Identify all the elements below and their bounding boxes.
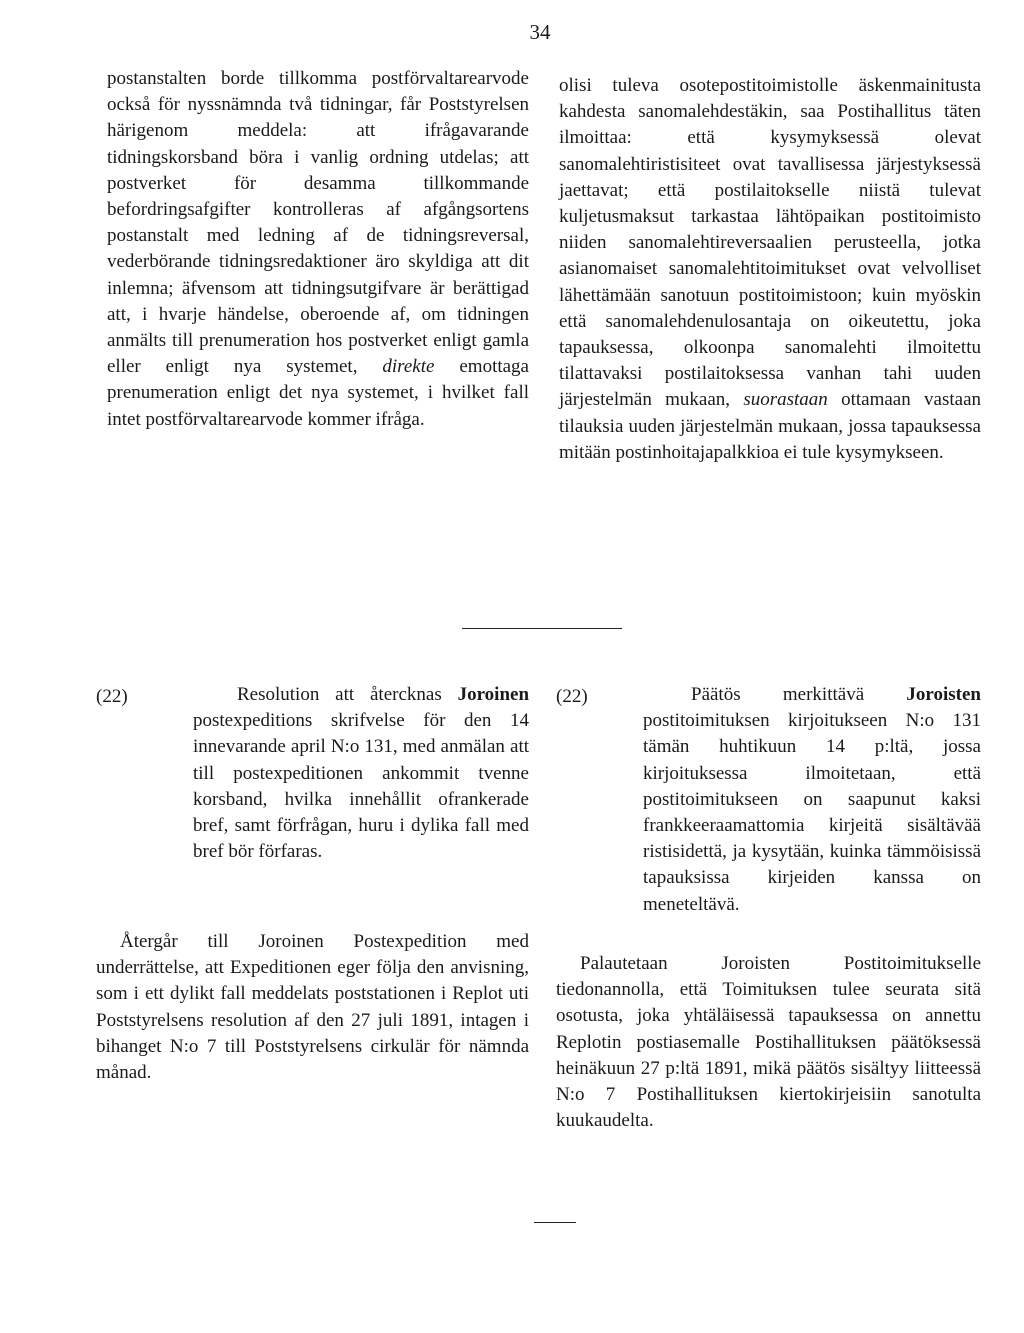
title-sv-bold: Joroinen [457, 684, 530, 705]
finnish-italic-word: suorastaan [743, 389, 828, 411]
finnish-text: olisi tuleva osotepostitoimistolle äskenmainitusta kahdesta sanomalehdestäkin, saa Postihallitus täten ilmoittaa: että kysymyksessä olevat sanomalehtiristisiteet ovat tavallisessa järjestyksessä jaettavat; että postilaitokselle niistä tulevat kuljetusmaksut tarkastaa lähtöpaikan postitoimisto niiden sanomalehtireversaalien perusteella, jotka asianomaiset sanomalehtitoimitukset ovat velvolliset lähettämään sanotuun postitoimistoon; kuin myöskin että sanomalehdenulosantaja on oikeutettu, joka tapauksessa, olkoonpa sanomalehti ilmoitettu tilattavaksi postilaitoksessa vanhan tahi uuden järjestelmän mukaan, [559, 75, 981, 411]
resolution-title-sv [193, 682, 529, 865]
swedish-text: postanstalten borde tillkomma postförvaltarearvode också för nyssnämnda två tidningar, får Poststyrelsen härigenom meddela: att ifrågavarande tidningskorsband böra i vanlig ordning utdelas; att postverket för desamma tillkommande befordringsafgifter kontrolleras af afgångsortens postanstalt med ledning af de tidningsreversal, vederbörande tidningsredaktioner äro skyldiga att dit inlemna; äfvensom att tidningsutgifvare är berättigad att, i hvarje händelse, oberoende af, om tidningen anmälts till prenumeration hos postverket enligt gamla eller enligt nya systemet, [107, 68, 529, 378]
end-divider [534, 1222, 576, 1223]
title-fi-start: Päätös merkittävä [691, 684, 865, 705]
title-sv-rest: postexpeditions skrifvelse för den 14 innevarande april N:o 131, med anmälan att till postexpeditionen ankommit tvenne korsband, hvilka innehållit ofrankerade bref, samt förfrågan, huru i dylika fall med bref bör förfaras. [193, 710, 529, 863]
resolution-number-fi: (22) [556, 686, 588, 707]
title-fi-rest: postitoimituksen kirjoitukseen N:o 131 tämän huhtikuun 14 p:ltä, jossa kirjoituksessa ilmoitetaan, että postitoimitukseen on saapunut kaksi frankkeeraamattomia kirjeitä sisältävää ristisidettä, ja kysytään, kuinka tämmöisissä tapauksissa kirjeiden kanssa on meneteltävä. [643, 710, 981, 915]
resolution-body-sv: Återgår till Joroinen Postexpedition med underrättelse, att Expeditionen eger följa den anvisning, som i ett dylikt fall meddelats poststationen i Replot uti Poststyrelsens resolution af den 27 juli 1891, intagen i bihanget N:o 7 till Poststyrelsens cirkulär för nämnda månad. [96, 931, 529, 1084]
section-divider [462, 628, 622, 629]
title-sv-start: Resolution att återcknas [237, 684, 442, 705]
resolution-title-fi [643, 682, 981, 918]
page-number: 34 [529, 20, 551, 44]
swedish-text-end: emottaga prenumeration enligt det nya systemet, i hvilket fall intet postförvaltarearvode kommer ifråga. [107, 356, 529, 430]
title-fi-bold: Joroisten [906, 684, 981, 705]
swedish-column-top [107, 66, 529, 433]
resolution-number-sv: (22) [96, 686, 128, 707]
resolution-body-fi: Palautetaan Joroisten Postitoimitukselle tiedonannolla, että Toimituksen tulee seurata sitä osotusta, joka yhtäläisessä tapauksessa on annettu Replotin postiasemalle Postihallituksen päätöksessä heinäkuun 27 p:ltä 1891, mikä päätös sisältyy liitteessä N:o 7 Postihallituksen kiertokirjeisiin sanotulta kuukaudelta. [556, 953, 981, 1132]
swedish-italic-word: direkte [382, 356, 435, 378]
finnish-text-end: ottamaan vastaan tilauksia uuden järjestelmän mukaan, jossa tapauksessa mitään postinhoitajapalkkioa ei tule kysymykseen. [559, 389, 982, 463]
finnish-column-top [559, 73, 981, 466]
